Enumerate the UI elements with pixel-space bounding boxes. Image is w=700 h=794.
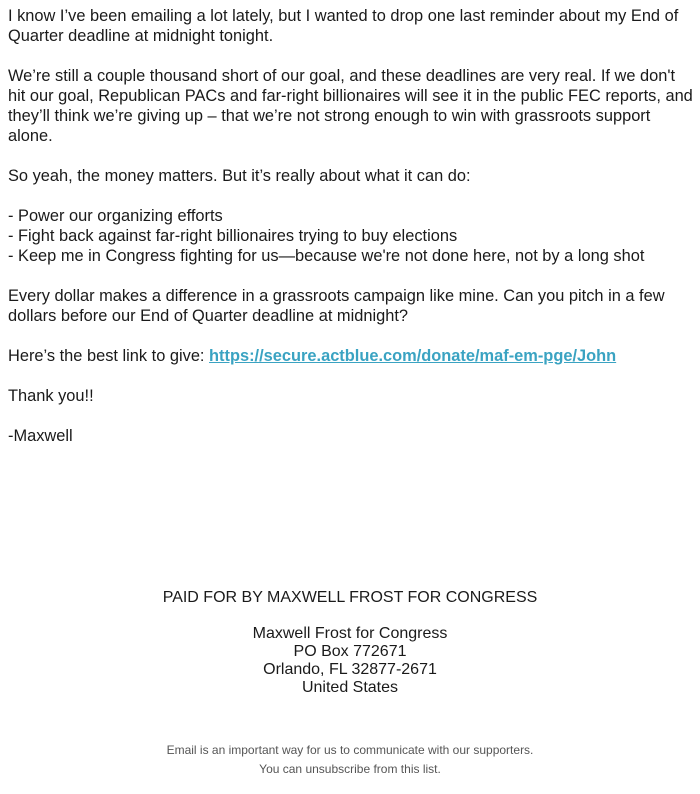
address-line: United States — [301, 679, 399, 696]
email-signature: -Maxwell — [8, 427, 73, 445]
address-line: PO Box 772671 — [293, 643, 407, 660]
donate-link[interactable]: https://secure.actblue.com/donate/maf-em-pge/John — [209, 347, 617, 365]
fine-print-line: Email is an important way for us to communicate with our supporters. — [166, 743, 534, 757]
bullet-list — [8, 206, 694, 266]
paid-for-disclaimer: PAID FOR BY MAXWELL FROST FOR CONGRESS — [162, 589, 538, 606]
donate-link-line — [8, 346, 694, 366]
address-line: Maxwell Frost for Congress — [252, 625, 448, 642]
email-paragraph-goal: We’re still a couple thousand short of our goal, and these deadlines are very real. If we don't hit our goal, Republican PACs and far-right billionaires will see it in the public FEC reports, and they’ll think we’re giving up – that we’re not strong enough to win with grassroots support alone. — [8, 67, 693, 145]
fine-print — [0, 741, 700, 779]
email-paragraph-ask: Every dollar makes a difference in a grassroots campaign like mine. Can you pitch in a few dollars before our End of Quarter deadline at midnight? — [8, 287, 665, 325]
email-thanks: Thank you!! — [8, 387, 94, 405]
bullet-item: - Keep me in Congress fighting for us—because we're not done here, not by a long shot — [8, 247, 645, 265]
mailing-address — [0, 625, 700, 697]
bullet-item: - Fight back against far-right billionaires trying to buy elections — [8, 227, 458, 245]
email-body — [8, 6, 694, 466]
unsubscribe-text[interactable]: You can unsubscribe from this list. — [259, 762, 441, 776]
email-paragraph-intro: I know I’ve been emailing a lot lately, but I wanted to drop one last reminder about my End of Quarter deadline at midnight tonight. — [8, 7, 679, 45]
email-paragraph-money: So yeah, the money matters. But it’s really about what it can do: — [8, 167, 471, 185]
bullet-item: - Power our organizing efforts — [8, 207, 223, 225]
address-line: Orlando, FL 32877-2671 — [263, 661, 437, 678]
donate-link-intro: Here’s the best link to give: — [8, 347, 210, 365]
